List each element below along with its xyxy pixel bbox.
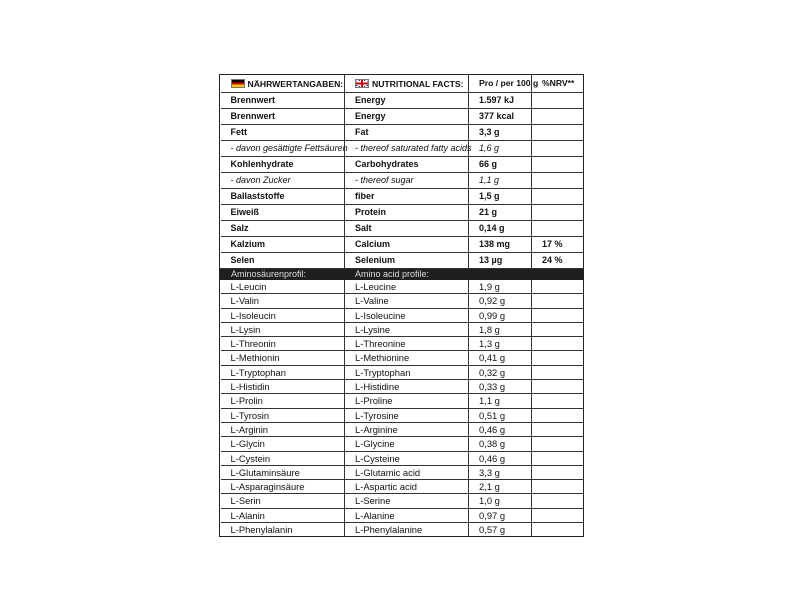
amino-value: 0,32 g xyxy=(469,365,532,379)
header-german xyxy=(221,75,345,93)
amino-value: 1,1 g xyxy=(469,394,532,408)
nutrition-row xyxy=(221,157,584,173)
nutrition-facts-panel xyxy=(219,74,584,537)
amino-header-english: Amino acid profile: xyxy=(345,269,469,280)
amino-row xyxy=(221,294,584,308)
nutrient-nrv: 17 % xyxy=(532,237,584,253)
amino-row xyxy=(221,308,584,322)
amino-row xyxy=(221,408,584,422)
amino-name-english: L-Glutamic acid xyxy=(345,465,469,479)
amino-nrv xyxy=(532,337,584,351)
nutrient-nrv: 24 % xyxy=(532,253,584,269)
nutrient-value: 0,14 g xyxy=(469,221,532,237)
amino-value: 1,0 g xyxy=(469,494,532,508)
nutrient-name-english: Selenium xyxy=(345,253,469,269)
nutrient-name-english: Energy xyxy=(345,109,469,125)
amino-value: 0,92 g xyxy=(469,294,532,308)
nutrient-nrv xyxy=(532,157,584,173)
nutrient-nrv xyxy=(532,173,584,189)
amino-value: 0,41 g xyxy=(469,351,532,365)
amino-name-english: L-Leucine xyxy=(345,280,469,294)
nutrient-value: 21 g xyxy=(469,205,532,221)
nutrient-name-german: - davon gesättigte Fettsäuren xyxy=(221,141,345,157)
amino-row xyxy=(221,508,584,522)
amino-name-german: L-Phenylalanin xyxy=(230,523,293,535)
nutrient-name-german: Fett xyxy=(221,125,345,141)
table-header-row xyxy=(221,75,584,93)
amino-nrv xyxy=(532,508,584,522)
amino-header-blank xyxy=(532,269,584,280)
nutrient-value: 377 kcal xyxy=(469,109,532,125)
nutrition-row xyxy=(221,221,584,237)
amino-name-german: L-Leucin xyxy=(221,280,345,294)
amino-name-german: L-Glycin xyxy=(221,437,345,451)
nutrient-nrv xyxy=(532,109,584,125)
amino-row xyxy=(221,465,584,479)
nutrient-name-english: - thereof saturated fatty acids xyxy=(345,141,469,157)
amino-name-english: L-Methionine xyxy=(345,351,469,365)
nutrient-value: 3,3 g xyxy=(469,125,532,141)
amino-name-german: L-Lysin xyxy=(221,322,345,336)
nutrient-nrv xyxy=(532,205,584,221)
amino-name-english: L-Alanine xyxy=(345,508,469,522)
amino-name-english: L-Arginine xyxy=(345,422,469,436)
amino-nrv xyxy=(532,523,584,537)
amino-row xyxy=(221,422,584,436)
nutrient-nrv xyxy=(532,125,584,141)
amino-nrv xyxy=(532,422,584,436)
amino-row xyxy=(221,451,584,465)
amino-row xyxy=(221,394,584,408)
amino-value: 2,1 g xyxy=(469,480,532,494)
nutrient-name-german: Brennwert xyxy=(221,109,345,125)
amino-name-english: L-Aspartic acid xyxy=(345,480,469,494)
amino-row xyxy=(221,523,584,537)
german-flag-icon xyxy=(231,79,245,88)
amino-name-english: L-Proline xyxy=(345,394,469,408)
header-english-label: NUTRITIONAL FACTS: xyxy=(372,78,464,89)
amino-section xyxy=(221,269,584,280)
nutrient-nrv xyxy=(532,221,584,237)
amino-value: 0,46 g xyxy=(469,422,532,436)
amino-nrv xyxy=(532,280,584,294)
amino-row xyxy=(221,337,584,351)
amino-nrv xyxy=(532,494,584,508)
nutrient-name-english: Carbohydrates xyxy=(345,157,469,173)
amino-nrv xyxy=(532,437,584,451)
amino-row xyxy=(221,380,584,394)
nutrient-value: 66 g xyxy=(469,157,532,173)
nutrient-name-german: Brennwert xyxy=(221,93,345,109)
nutrient-name-english: Energy xyxy=(345,93,469,109)
header-german-label: NÄHRWERTANGABEN: xyxy=(247,78,344,89)
amino-header-german: Aminosäurenprofil: xyxy=(221,269,345,280)
amino-nrv xyxy=(532,365,584,379)
amino-header-blank xyxy=(469,269,532,280)
nutrition-row xyxy=(221,173,584,189)
header-english xyxy=(345,75,469,93)
nutrient-name-german: Kalzium xyxy=(221,237,345,253)
amino-row xyxy=(221,280,584,294)
nutrition-row xyxy=(221,205,584,221)
amino-name-german: L-Threonin xyxy=(221,337,345,351)
nutrient-name-english: Fat xyxy=(345,125,469,141)
amino-nrv xyxy=(532,465,584,479)
nutrient-value: 1,1 g xyxy=(469,173,532,189)
amino-name-english: L-Threonine xyxy=(345,337,469,351)
amino-value: 0,97 g xyxy=(469,508,532,522)
nutrient-name-german: Salz xyxy=(221,221,345,237)
amino-value: 1,8 g xyxy=(469,322,532,336)
amino-name-english: L-Isoleucine xyxy=(345,308,469,322)
amino-rows xyxy=(221,280,584,537)
nutrient-nrv xyxy=(532,93,584,109)
nutrient-value: 1,6 g xyxy=(469,141,532,157)
nutrition-table xyxy=(220,75,584,536)
nutrition-row xyxy=(221,189,584,205)
nutrient-value: 13 µg xyxy=(469,253,532,269)
amino-name-german: L-Cystein xyxy=(221,451,345,465)
amino-name-english: L-Serine xyxy=(345,494,469,508)
amino-name-german: L-Alanin xyxy=(221,508,345,522)
amino-name-german: L-Tryptophan xyxy=(221,365,345,379)
amino-value: 0,57 g xyxy=(469,523,532,537)
nutrient-name-english: Calcium xyxy=(345,237,469,253)
amino-row xyxy=(221,365,584,379)
amino-name-english: L-Phenylalanine xyxy=(345,523,469,537)
amino-nrv xyxy=(532,351,584,365)
amino-nrv xyxy=(532,294,584,308)
nutrient-name-german: Ballaststoffe xyxy=(221,189,345,205)
amino-name-german: L-Tyrosin xyxy=(221,408,345,422)
amino-section-header xyxy=(221,269,584,280)
amino-nrv xyxy=(532,408,584,422)
amino-nrv xyxy=(532,451,584,465)
nutrition-row xyxy=(221,125,584,141)
amino-nrv xyxy=(532,480,584,494)
nutrient-name-german: Kohlenhydrate xyxy=(221,157,345,173)
amino-nrv xyxy=(532,394,584,408)
amino-row xyxy=(221,322,584,336)
amino-value: 0,33 g xyxy=(469,380,532,394)
nutrient-nrv xyxy=(532,141,584,157)
amino-row xyxy=(221,351,584,365)
nutrient-name-german: Eiweiß xyxy=(221,205,345,221)
amino-row xyxy=(221,480,584,494)
nutrient-value: 138 mg xyxy=(469,237,532,253)
amino-name-german: L-Isoleucin xyxy=(221,308,345,322)
nutrient-name-english: fiber xyxy=(345,189,469,205)
nutrient-name-english: Salt xyxy=(345,221,469,237)
nutrition-row xyxy=(221,253,584,269)
amino-nrv xyxy=(532,308,584,322)
nutrition-rows xyxy=(221,93,584,269)
amino-name-german: L-Prolin xyxy=(221,394,345,408)
amino-name-german: L-Asparaginsäure xyxy=(221,480,345,494)
nutrient-value: 1,5 g xyxy=(469,189,532,205)
amino-name-german: L-Valin xyxy=(221,294,345,308)
amino-name-german: L-Methionin xyxy=(221,351,345,365)
amino-name-english: L-Valine xyxy=(345,294,469,308)
amino-name-english: L-Tyrosine xyxy=(345,408,469,422)
nutrition-row xyxy=(221,141,584,157)
amino-name-english: L-Cysteine xyxy=(345,451,469,465)
amino-row xyxy=(221,494,584,508)
uk-flag-icon xyxy=(355,79,369,88)
nutrition-row xyxy=(221,237,584,253)
amino-value: 0,99 g xyxy=(469,308,532,322)
amino-name-german: L-Histidin xyxy=(221,380,345,394)
nutrient-value: 1.597 kJ xyxy=(469,93,532,109)
nutrient-name-german: Selen xyxy=(221,253,345,269)
amino-name-german: L-Glutaminsäure xyxy=(221,465,345,479)
nutrient-name-english: - thereof sugar xyxy=(345,173,469,189)
amino-value: 0,51 g xyxy=(469,408,532,422)
amino-name-german: L-Serin xyxy=(221,494,345,508)
amino-name-english: L-Tryptophan xyxy=(345,365,469,379)
header-nrv: %NRV** xyxy=(532,75,584,93)
amino-nrv xyxy=(532,322,584,336)
nutrient-name-german: - davon Zucker xyxy=(221,173,345,189)
amino-name-english: L-Glycine xyxy=(345,437,469,451)
amino-value: 1,9 g xyxy=(469,280,532,294)
amino-nrv xyxy=(532,380,584,394)
amino-name-german: L-Arginin xyxy=(221,422,345,436)
amino-name-english: L-Lysine xyxy=(345,322,469,336)
nutrition-row xyxy=(221,109,584,125)
nutrient-name-english: Protein xyxy=(345,205,469,221)
amino-name-english: L-Histidine xyxy=(345,380,469,394)
amino-row xyxy=(221,437,584,451)
header-per-100g: Pro / per 100 g xyxy=(469,75,532,93)
nutrition-row xyxy=(221,93,584,109)
amino-value: 1,3 g xyxy=(469,337,532,351)
amino-value: 0,38 g xyxy=(469,437,532,451)
amino-value: 0,46 g xyxy=(469,451,532,465)
amino-value: 3,3 g xyxy=(469,465,532,479)
nutrient-nrv xyxy=(532,189,584,205)
